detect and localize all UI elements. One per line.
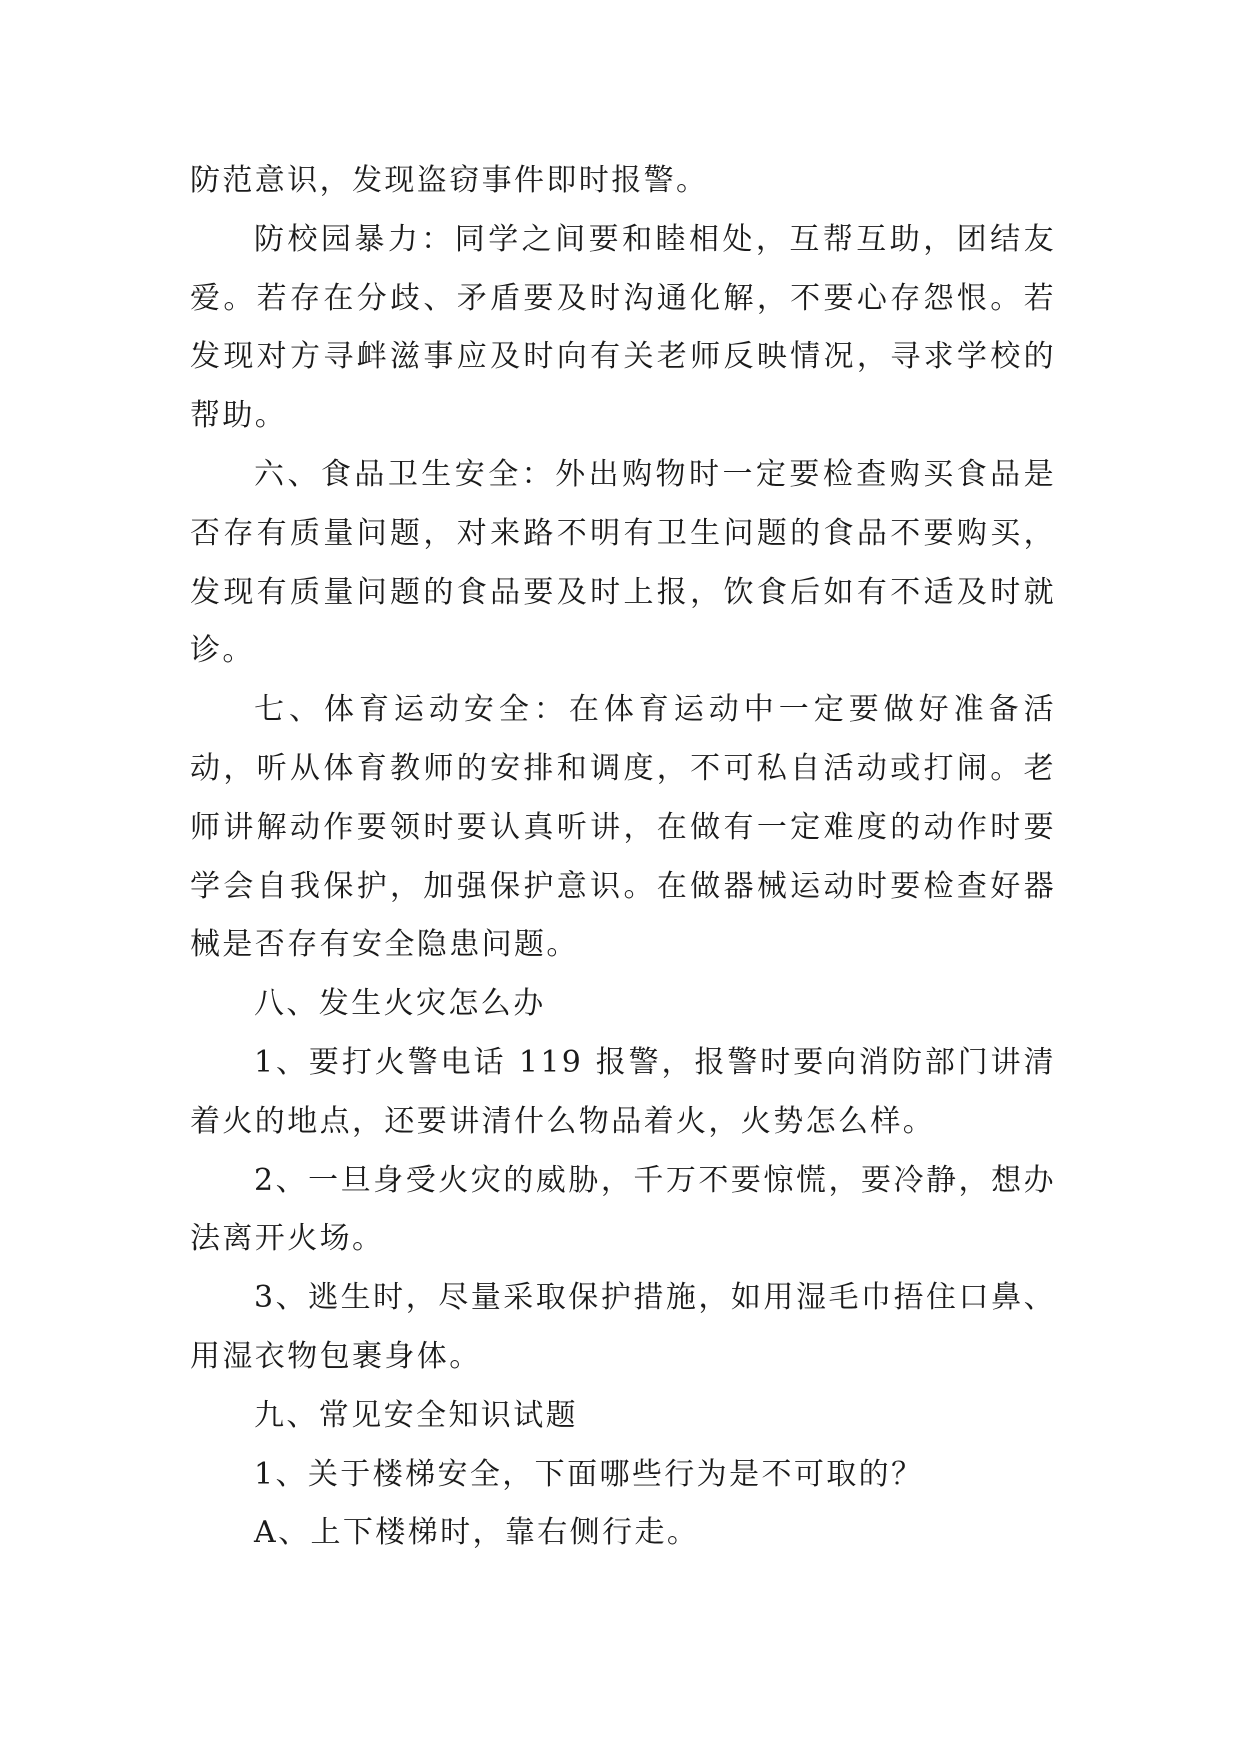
heading-fire-response: 八、发生火灾怎么办 xyxy=(254,986,546,1022)
paragraph-food-safety: 六、食品卫生安全：外出购物时一定要检查购买食品是否存有质量问题，对来路不明有卫生问题的食品不要购买，发现有质量问题的食品要及时上报，饮食后如有不适及时就诊。 xyxy=(190,456,1056,669)
list-item-fire-2: 2、一旦身受火灾的威胁，千万不要惊慌，要冷静，想办法离开火场。 xyxy=(190,1162,1056,1257)
quiz-option-a: A、上下楼梯时，靠右侧行走。 xyxy=(254,1515,700,1551)
quiz-question-1: 1、关于楼梯安全，下面哪些行为是不可取的？ xyxy=(254,1456,924,1492)
paragraph-sports-safety: 七、体育运动安全：在体育运动中一定要做好准备活动，听从体育教师的安排和调度，不可私自活动或打闹。老师讲解动作要领时要认真听讲，在做有一定难度的动作时要学会自我保护，加强保护意识。在做器械运动时要检查好器械是否存有安全隐患问题。 xyxy=(190,692,1056,963)
document-body xyxy=(190,152,1056,1563)
list-item-fire-3: 3、逃生时，尽量采取保护措施，如用湿毛巾捂住口鼻、用湿衣物包裹身体。 xyxy=(190,1280,1056,1374)
paragraph-campus-violence: 防校园暴力：同学之间要和睦相处，互帮互助，团结友爱。若存在分歧、矛盾要及时沟通化解，不要心存怨恨。若发现对方寻衅滋事应及时向有关老师反映情况，寻求学校的帮助。 xyxy=(190,221,1056,434)
paragraph-theft-prevention-end: 防范意识，发现盗窃事件即时报警。 xyxy=(190,163,709,198)
list-item-fire-1: 1、要打火警电话 119 报警，报警时要向消防部门讲清着火的地点，还要讲清什么物品着火，火势怎么样。 xyxy=(190,1044,1056,1139)
heading-quiz: 九、常见安全知识试题 xyxy=(254,1397,578,1433)
